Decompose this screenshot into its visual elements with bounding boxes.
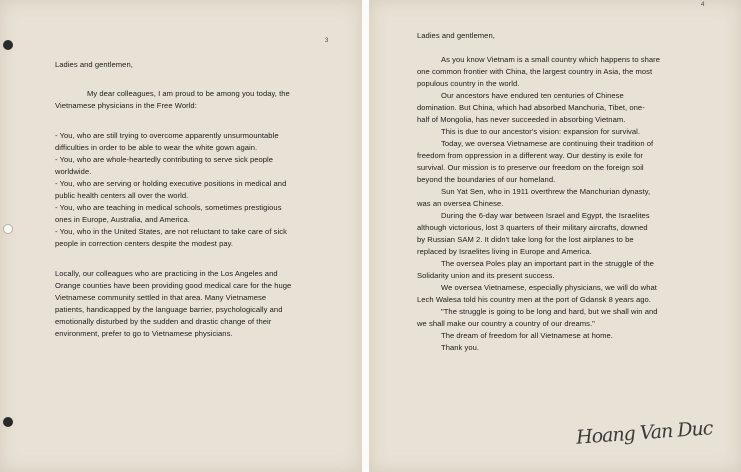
greeting: Ladies and gentlemen, xyxy=(55,60,133,69)
body-line: The dream of freedom for all Vietnamese at home. xyxy=(441,331,613,340)
body-line: survival. Our mission is to preserve our freedom on the foreign soil xyxy=(417,163,644,172)
closing-line: patients, handicapped by the language barrier, psychologically and xyxy=(55,305,283,314)
body-line: Today, we oversea Vietnamese are continuing their tradition of xyxy=(441,139,654,148)
body-line: by Russian SAM 2. It didn't take long for the lost airplanes to be xyxy=(417,235,634,244)
body-line: During the 6-day war between Israel and Egypt, the Israelites xyxy=(441,211,650,220)
bullet-line: - You, who are whole-heartedly contributing to serve sick people xyxy=(55,155,274,164)
body-line: Sun Yat Sen, who in 1911 overthrew the Manchurian dynasty, xyxy=(441,187,651,196)
closing-line: Vietnamese community settled in that area. Many Vietnamese xyxy=(55,293,267,302)
body-line: beyond the boundaries of our homeland. xyxy=(417,175,556,184)
closing-line: Locally, our colleagues who are practicing in the Los Angeles and xyxy=(55,269,278,278)
body-line: half of Mongolia, has never succeeded in absorbing Vietnam. xyxy=(417,115,626,124)
body-line: we shall make our country a country of our dreams." xyxy=(417,319,595,328)
intro-line: My dear colleagues, I am proud to be among you today, the xyxy=(87,89,290,98)
body-line: populous country in the world. xyxy=(417,79,520,88)
body-line: domination. But China, which had absorbed Manchuria, Tibet, one- xyxy=(417,103,645,112)
body-line: one common frontier with China, the largest country in Asia, the most xyxy=(417,67,653,76)
body-line: As you know Vietnam is a small country which happens to share xyxy=(441,55,661,64)
body-line: Our ancestors have endured ten centuries of Chinese xyxy=(441,91,624,100)
greeting: Ladies and gentlemen, xyxy=(417,31,495,40)
handwritten-signature: Hoang Van Duc xyxy=(575,417,714,449)
page-number: 4 xyxy=(701,2,705,8)
bullet-line: worldwide. xyxy=(55,167,92,176)
page-gutter xyxy=(362,0,369,472)
body-line: The oversea Poles play an important part in the struggle of the xyxy=(441,259,654,268)
bullet-line: ones in Europe, Australia, and America. xyxy=(55,215,190,224)
bullet-line: difficulties in order to be able to wear the white gown again. xyxy=(55,143,258,152)
punch-hole xyxy=(3,40,13,50)
punch-hole xyxy=(3,417,13,427)
left-page xyxy=(0,0,362,472)
body-line: was an oversea Chinese. xyxy=(417,199,504,208)
body-line: although victorious, lost 3 quarters of their military aircrafts, downed xyxy=(417,223,648,232)
bullet-line: people in correction centers despite the modest pay. xyxy=(55,239,234,248)
body-line: Lech Walesa told his country men at the port of Gdansk 8 years ago. xyxy=(417,295,651,304)
body-line: Solidarity union and its present success. xyxy=(417,271,555,280)
closing-line: emotionally disturbed by the sudden and drastic change of their xyxy=(55,317,272,326)
body-line: "The struggle is going to be long and hard, but we shall win and xyxy=(441,307,658,316)
closing-line: environment, prefer to go to Vietnamese physicians. xyxy=(55,329,233,338)
body-line: We oversea Vietnamese, especially physicians, we will do what xyxy=(441,283,657,292)
bullet-line: - You, who are teaching in medical schools, sometimes prestigious xyxy=(55,203,282,212)
body-line: replaced by Israelites living in Europe and America. xyxy=(417,247,592,256)
punch-hole xyxy=(3,224,13,234)
closing-line: Orange counties have been providing good medical care for the huge xyxy=(55,281,292,290)
bullet-line: - You, who are still trying to overcome apparently unsurmountable xyxy=(55,131,279,140)
page-number: 3 xyxy=(325,38,329,44)
body-line: freedom from oppression in a different way. Our destiny is exile for xyxy=(417,151,643,160)
intro-line: Vietnamese physicians in the Free World: xyxy=(55,101,197,110)
bullet-line: - You, who in the United States, are not reluctant to take care of sick xyxy=(55,227,287,236)
body-line: Thank you. xyxy=(441,343,480,352)
body-line: This is due to our ancestor's vision: expansion for survival. xyxy=(441,127,641,136)
right-page xyxy=(369,0,741,472)
bullet-line: public health centers all over the world. xyxy=(55,191,189,200)
bullet-line: - You, who are serving or holding executive positions in medical and xyxy=(55,179,287,188)
